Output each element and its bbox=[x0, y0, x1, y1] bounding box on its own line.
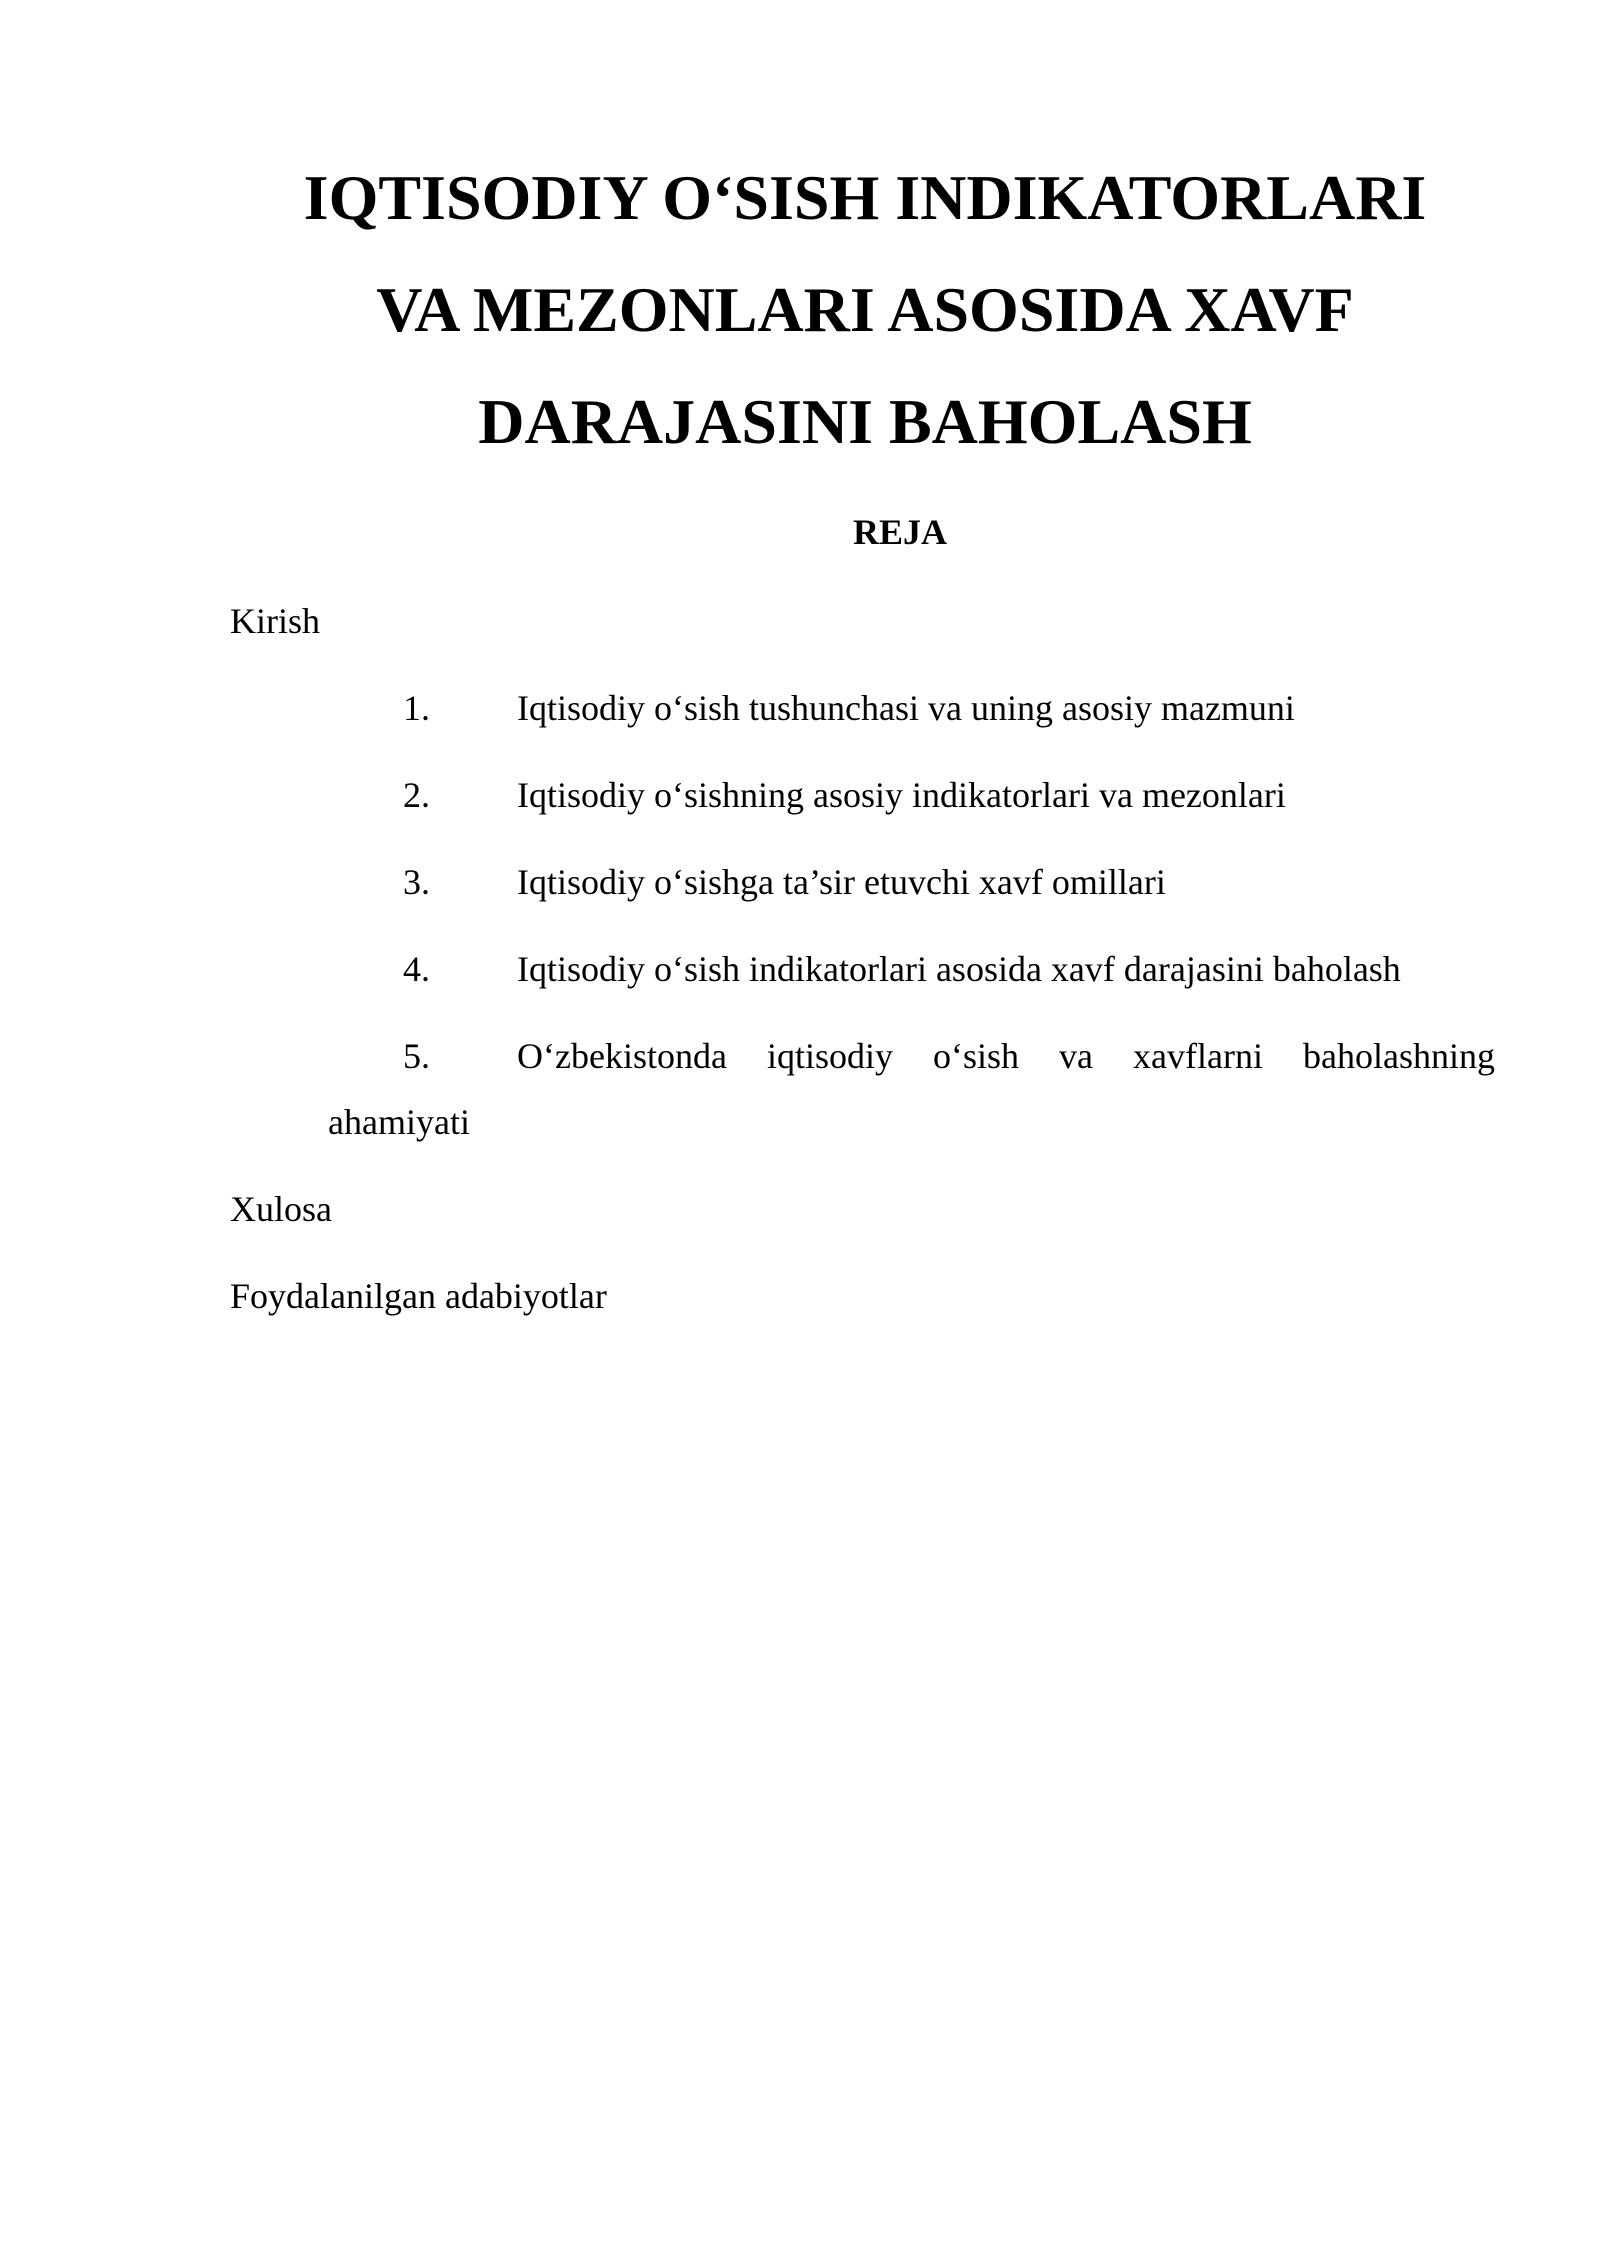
item-text-2: Iqtisodiy o‘sishning asosiy indikatorlari va mezonlari bbox=[517, 775, 1286, 815]
item-text-1: Iqtisodiy o‘sish tushunchasi va uning asosiy mazmuni bbox=[517, 688, 1295, 728]
references-entry: Foydalanilgan adabiyotlar bbox=[230, 1276, 607, 1316]
plan-heading: REJA bbox=[852, 512, 947, 552]
item-5-word: O‘zbekistonda bbox=[517, 1036, 727, 1076]
item-number-5: 5. bbox=[403, 1036, 430, 1076]
item-5-word: va bbox=[1059, 1036, 1094, 1076]
item-number-1: 1. bbox=[403, 688, 430, 728]
item-5-word: xavflarni bbox=[1133, 1036, 1263, 1076]
item-5-word: baholashning bbox=[1302, 1036, 1495, 1076]
item-text-5 bbox=[517, 1029, 1495, 1083]
item-text-5-continuation: ahamiyati bbox=[328, 1102, 470, 1142]
intro-entry: Kirish bbox=[230, 601, 320, 641]
item-number-3: 3. bbox=[403, 862, 430, 902]
item-number-4: 4. bbox=[403, 949, 430, 989]
item-text-4: Iqtisodiy o‘sish indikatorlari asosida xavf darajasini baholash bbox=[517, 949, 1401, 989]
document-title: IQTISODIY O‘SISH INDIKATORLARI VA MEZONLARI ASOSIDA XAVF DARAJASINI BAHOLASH bbox=[303, 162, 1427, 457]
item-5-word: o‘sish bbox=[933, 1036, 1020, 1076]
item-number-2: 2. bbox=[403, 775, 430, 815]
item-text-3: Iqtisodiy o‘sishga ta’sir etuvchi xavf omillari bbox=[517, 862, 1166, 902]
conclusion-entry: Xulosa bbox=[230, 1189, 332, 1229]
item-5-word: iqtisodiy bbox=[766, 1036, 893, 1076]
